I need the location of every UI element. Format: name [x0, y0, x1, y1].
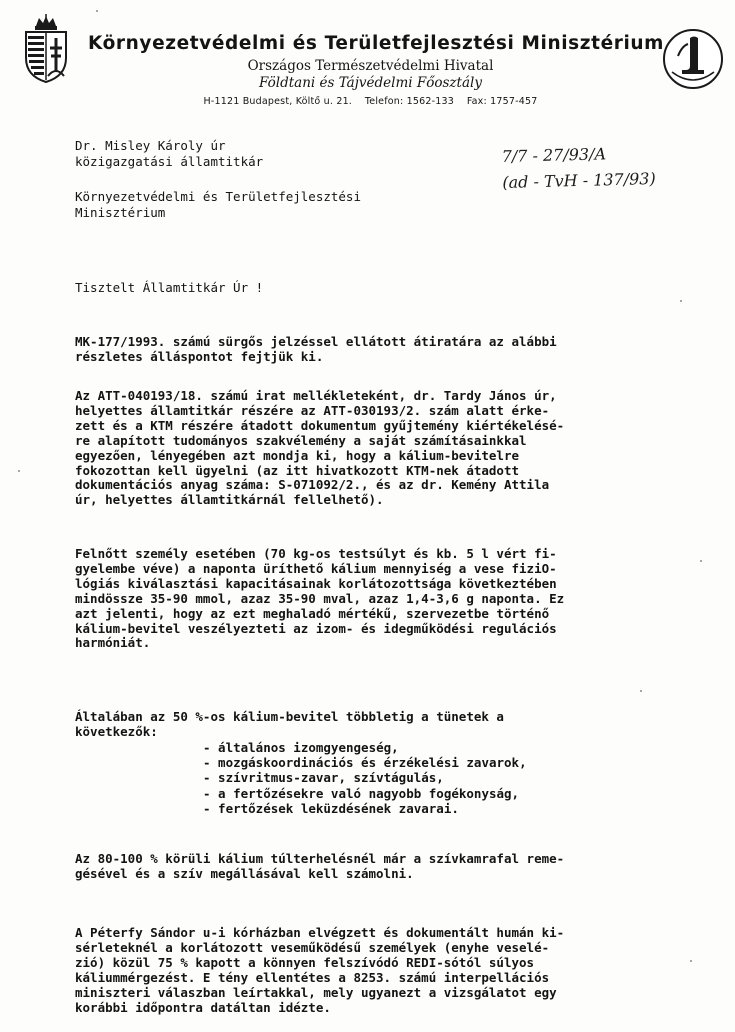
- text-line: miniszteri válaszban leírtakkal, mely ugyanezt a vizsgálatot egy: [75, 984, 557, 1000]
- text-line: káliummérgezést. E tény ellentétes a 8253. számú interpellációs: [75, 969, 550, 985]
- hungarian-coat-of-arms-icon: [22, 14, 70, 84]
- text-line: egyezően, lényegében azt mondja ki, hogy a kálium-bevitelre: [75, 447, 520, 463]
- paragraph-4: [75, 710, 650, 740]
- text-line: mindössze 35-90 mmol, azaz 35-90 mval, azaz 1,4-3,6 g naponta. Ez: [75, 590, 565, 606]
- list-item: - általános izomgyengeség,: [203, 740, 399, 755]
- text-line: dokumentációs anyag száma: S-071092/2., és az dr. Kemény Attila: [75, 477, 550, 493]
- reference-ad-number: (ad - TvH - 137/93): [502, 168, 656, 192]
- scan-speck: [640, 690, 642, 692]
- paragraph-6: [75, 926, 650, 1015]
- paragraph-5: [75, 852, 650, 882]
- text-line: zió) közül 75 % kapott a könnyen felszívódó REDI-sótól súlyos: [75, 954, 535, 970]
- reference-number: 7/7 - 27/93/A: [501, 144, 607, 167]
- recipient-org-line1: Környezetvédelmi és Területfejlesztési: [75, 189, 361, 204]
- text-line: Az ATT-040193/18. számú irat mellékleteként, dr. Tardy János úr,: [75, 388, 557, 403]
- paragraph-1: [75, 335, 650, 365]
- text-line: sérleteknél a korlátozott veseműködésű személyek (enyhe veselé-: [75, 939, 550, 955]
- recipient-block: [75, 138, 361, 221]
- office-name: Országos Természetvédelmi Hivatal: [247, 58, 494, 74]
- text-line: következők:: [75, 723, 158, 739]
- text-line: zett és a KTM részére átadott dokumentum gyűjtemény kiértékelésé-: [75, 417, 565, 433]
- text-line: harmóniát.: [75, 635, 151, 651]
- recipient-name: Dr. Misley Károly úr: [75, 138, 226, 153]
- paragraph-2: [75, 389, 650, 508]
- text-line: gésével és a szív megállásával kell számolni.: [75, 865, 414, 881]
- list-item: - a fertőzésekre való nagyobb fogékonyság,: [203, 785, 520, 801]
- text-line: azt jelenti, hogy az ezt meghaladó mértékű, szervezetbe történő: [75, 605, 550, 621]
- text-line: Az 80-100 % körüli kálium túlterhelésnél már a szívkamrafal reme-: [75, 851, 565, 866]
- recipient-org-line2: Minisztérium: [75, 205, 166, 220]
- salutation: Tisztelt Államtitkár Úr !: [75, 280, 264, 295]
- text-line: MK-177/1993. számú sürgős jelzéssel ellátott átiratára az alábbi: [75, 334, 557, 349]
- scan-speck: [96, 10, 98, 12]
- text-line: úr, helyettes államtitkárnál fellelhető).: [75, 492, 384, 508]
- text-line: kálium-bevitel veszélyezteti az izom- és idegműködési regulációs: [75, 620, 557, 636]
- text-line: Általában az 50 %-os kálium-bevitel többletig a tünetek a: [75, 709, 504, 724]
- text-line: helyettes államtitkár részére az ATT-030193/2. szám alatt érke-: [75, 402, 550, 418]
- ministry-name: Környezetvédelmi és Területfejlesztési Minisztérium: [88, 33, 665, 54]
- text-line: részletes álláspontot fejtjük ki.: [75, 348, 324, 364]
- recipient-title: közigazgatási államtitkár: [75, 154, 264, 169]
- paragraph-3: [75, 547, 650, 651]
- handwritten-reference: [501, 140, 656, 196]
- department-name: Földtani és Tájvédelmi Főosztály: [259, 75, 482, 91]
- scan-speck: [690, 960, 692, 962]
- list-item: - szívritmus-zavar, szívtágulás,: [203, 770, 444, 786]
- scan-speck: [680, 300, 682, 302]
- text-line: A Péterfy Sándor u-i kórházban elvégzett és dokumentált humán ki-: [75, 925, 565, 940]
- list-item: - mozgáskoordinációs és érzékelési zavarok,: [203, 755, 527, 771]
- scan-speck: [18, 470, 20, 472]
- text-line: re alapított tudományos szakvélemény a saját számításainkkal: [75, 432, 527, 448]
- text-line: lógiás kiválasztási kapacitásainak korlátozottsága következtében: [75, 575, 557, 591]
- text-line: korábbi időpontra datáltan idézte.: [75, 999, 331, 1015]
- text-line: Felnőtt személy esetében (70 kg-os testsúlyt és kb. 5 l vért fi-: [75, 546, 557, 561]
- scan-speck: [700, 560, 702, 562]
- ministry-address: H-1121 Budapest, Költő u. 21. Telefon: 1562-133 Fax: 1757-457: [203, 96, 538, 107]
- text-line: fokozottan kell ügyelni (az itt hivatkozott KTM-nek átadott: [75, 462, 520, 478]
- text-line: gyelembe véve) a naponta üríthető kálium mennyiség a vese fiziO-: [75, 560, 557, 576]
- symptom-list: [203, 740, 527, 816]
- nature-conservation-emblem-icon: [660, 26, 726, 92]
- list-item: - fertőzések leküzdésének zavarai.: [203, 800, 459, 816]
